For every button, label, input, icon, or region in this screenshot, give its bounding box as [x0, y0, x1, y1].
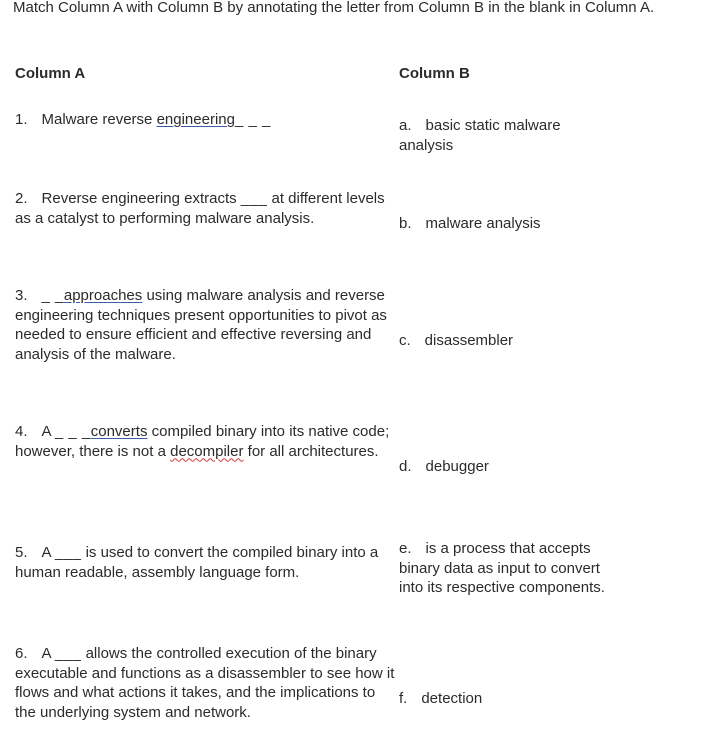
item-letter: b. [399, 215, 412, 232]
item-number: 4. [15, 423, 28, 440]
column-a-item-6 [15, 644, 395, 722]
item-text: Malware reverse [41, 111, 153, 128]
item-text: is a process that accepts binary data as input to convert into its respective components. [399, 540, 605, 596]
item-letter: a. [399, 117, 412, 134]
column-b-item-f [399, 689, 614, 709]
column-b-item-a [399, 116, 614, 155]
answer-blank[interactable]: ___ [54, 645, 82, 662]
item-number: 3. [15, 287, 28, 304]
instructions: Match Column A with Column B by annotating the letter from Column B in the blank in Column A. [13, 0, 655, 16]
item-letter: c. [399, 332, 411, 349]
item-text-before: A [41, 423, 51, 440]
column-b-item-b [399, 214, 614, 234]
item-text: basic static malware analysis [399, 117, 561, 154]
item-term-misspelled: decompiler [170, 442, 244, 460]
item-number: 5. [15, 544, 28, 561]
column-a-item-2 [15, 189, 395, 228]
column-a-header: Column A [15, 65, 86, 82]
answer-blank[interactable]: _ _ _ [54, 423, 91, 440]
item-text-after: at different levels as a catalyst to performing malware analysis. [15, 190, 385, 227]
item-text-after: is used to convert the compiled binary into a human readable, assembly language form. [15, 544, 379, 581]
item-number: 1. [15, 111, 28, 128]
column-b-item-e [399, 539, 614, 598]
column-b-header: Column B [399, 65, 470, 82]
item-text: malware analysis [425, 215, 541, 232]
item-text-after: allows the controlled execution of the binary executable and functions as a disassembler to see how it flows and what actions it takes, and the implications to the underlying system and network. [15, 645, 395, 721]
item-text: detection [421, 690, 483, 707]
item-text-before: A [41, 645, 51, 662]
item-text: debugger [425, 458, 489, 475]
answer-blank[interactable]: _ _ _ [234, 111, 271, 128]
item-letter: d. [399, 458, 412, 475]
column-a-item-4 [15, 422, 395, 461]
item-text-before: A [41, 544, 51, 561]
answer-blank[interactable]: ___ [240, 190, 268, 207]
item-text-before: Reverse engineering extracts [41, 190, 237, 207]
item-letter: e. [399, 540, 412, 557]
column-a-item-1 [15, 110, 395, 130]
column-a-item-5 [15, 543, 395, 582]
item-letter: f. [399, 690, 408, 707]
item-text-mid: compiled binary into its native code; however, there is not a [15, 423, 390, 460]
item-text-after: using malware analysis and reverse engineering techniques present opportunities to pivot as needed to ensure efficient and effective reversing and analysis of the malware. [15, 287, 387, 363]
item-text-after: for all architectures. [247, 442, 379, 460]
column-a-item-3 [15, 286, 395, 364]
answer-blank[interactable]: ___ [54, 544, 82, 561]
item-text: disassembler [424, 332, 514, 349]
item-term: approaches [63, 287, 143, 304]
item-number: 6. [15, 645, 28, 662]
column-b-item-c [399, 331, 614, 351]
item-term: engineering [156, 111, 235, 128]
item-term: converts [90, 423, 148, 440]
column-b-item-d [399, 457, 614, 477]
item-number: 2. [15, 190, 28, 207]
answer-blank[interactable]: _ _ [41, 287, 64, 304]
